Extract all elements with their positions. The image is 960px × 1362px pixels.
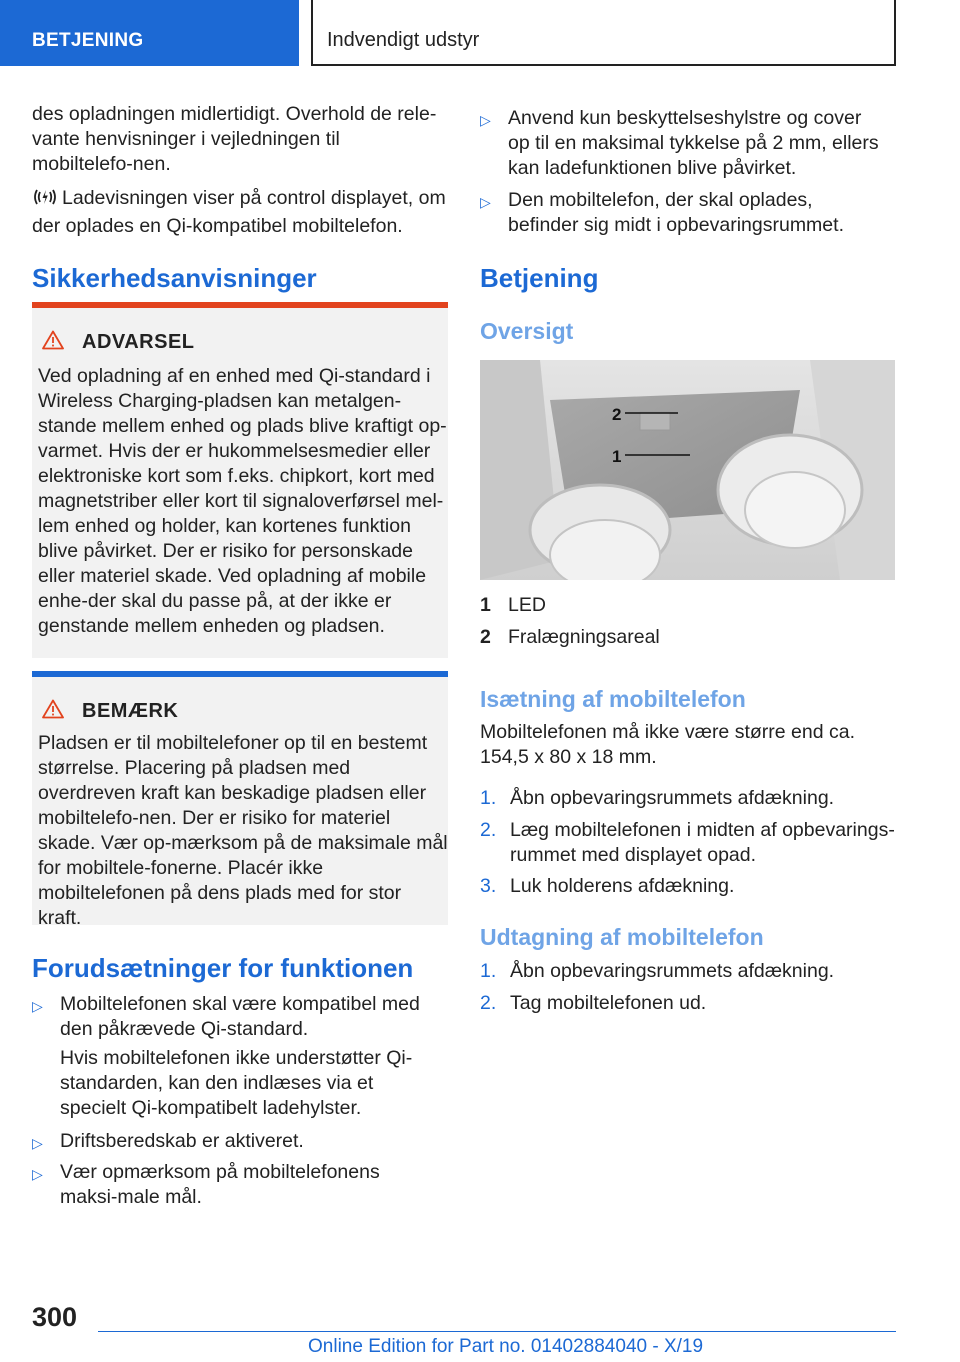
requirement-item: ▷ Anvend kun beskyttelseshylstre og cover op til en maksimal tykkelse på 2 mm, ellers kan ladefunktionen blive påvirket. — [480, 107, 879, 179]
header-chapter-box — [311, 0, 896, 66]
safety-heading: Sikkerhedsanvisninger — [32, 263, 317, 293]
prerequisites-heading: Forudsætninger for funktionen — [32, 953, 414, 983]
header-section-label: BETJENING — [32, 30, 144, 51]
charging-note — [32, 186, 446, 239]
header-chapter-label: Indvendigt udstyr — [327, 29, 480, 51]
legend-item: 1 LED — [480, 594, 546, 616]
footer-rule — [98, 1331, 896, 1332]
storage-compartment-photo — [480, 360, 895, 580]
intro-paragraph: des opladningen midlertidigt. Overhold de rele-vante henvisninger i vejledningen til mobiltelefo-nen. — [32, 103, 437, 175]
prereq-subtext: Hvis mobiltelefonen ikke understøtter Qi-standarden, kan den indlæses via et specielt Qi-kompatibelt ladehylster. — [60, 1047, 413, 1119]
notice-text: Pladsen er til mobiltelefoner op til en bestemt størrelse. Placering på pladsen med overdreven kraft kan beskadige pladsen eller mobiltelefo-nen. Der er risiko for materiel skade. Vær op-mærksom på de maksimale mål for mobiltele-fonerne. Placér ikke mobiltelefonen på dens plads med for stor kraft. — [38, 732, 448, 929]
operation-heading: Betjening — [480, 263, 599, 293]
notice-header — [42, 699, 178, 724]
warning-header — [42, 330, 195, 355]
warning-title: ADVARSEL — [82, 331, 195, 353]
warning-text: Ved opladning af en enhed med Qi-standard i Wireless Charging-pladsen kan metalgen-stande mellem enhed og plads blive kraftigt op-varmet. Hvis der er hukommelsesmedier eller elektroniske kort som f.eks. chipkort, kort med magnetstriber eller kort til signaloverførsel mel-lem enhed og holder, kan kortenes funktion blive påvirket. Der er risiko for personskade eller materiel skade. Ved opladning af mobile enhe-der skal du passe på, at der ikke er genstande mellem enheden og pladsen. — [38, 365, 447, 637]
page-number: 300 — [32, 1302, 78, 1332]
insert-step: 1. Åbn opbevaringsrummets afdækning. — [480, 787, 835, 809]
requirement-item: ▷ Den mobiltelefon, der skal oplades, befinder sig midt i opbevaringsrummet. — [480, 189, 844, 236]
callout-2: 2 — [612, 405, 622, 424]
insert-step: 2. Læg mobiltelefonen i midten af opbevarings-rummet med displayet opad. — [480, 819, 895, 866]
notice-box — [32, 671, 448, 929]
prereq-item: ▷ Mobiltelefonen skal være kompatibel med den påkrævede Qi-standard. — [32, 993, 420, 1040]
triangle-bullet-icon: ▷ — [480, 112, 491, 128]
warning-triangle-icon — [42, 330, 64, 355]
insert-heading: Isætning af mobiltelefon — [480, 686, 746, 712]
notice-title: BEMÆRK — [82, 700, 179, 722]
callout-1: 1 — [612, 447, 622, 466]
insert-text: Mobiltelefonen må ikke være større end ca. 154,5 x 80 x 18 mm. — [480, 721, 855, 768]
notice-bar — [32, 671, 448, 677]
legend-item: 2 Fralægningsareal — [480, 626, 660, 648]
overview-heading: Oversigt — [480, 318, 574, 344]
wireless-charging-icon — [32, 187, 62, 214]
prereq-item: ▷ Vær opmærksom på mobiltelefonens maksi-male mål. — [32, 1161, 380, 1208]
insert-step: 3. Luk holderens afdækning. — [480, 875, 735, 897]
triangle-bullet-icon: ▷ — [32, 998, 43, 1014]
remove-step: 1. Åbn opbevaringsrummets afdækning. — [480, 960, 835, 982]
footer-edition: Online Edition for Part no. 01402884040 - X/19 — [308, 1336, 704, 1357]
warning-bar — [32, 302, 448, 308]
triangle-bullet-icon: ▷ — [32, 1135, 43, 1151]
header-section-tab — [0, 0, 299, 66]
triangle-bullet-icon: ▷ — [32, 1166, 43, 1182]
notice-triangle-icon — [42, 699, 64, 724]
triangle-bullet-icon: ▷ — [480, 194, 491, 210]
charging-note-text: Ladevisningen viser på control displayet, om der oplades en Qi-kompatibel mobiltelefon. — [32, 187, 446, 237]
remove-heading: Udtagning af mobiltelefon — [480, 924, 764, 950]
prereq-item: ▷ Driftsberedskab er aktiveret. — [32, 1129, 440, 1156]
warning-box — [32, 302, 448, 658]
remove-step: 2. Tag mobiltelefonen ud. — [480, 992, 707, 1014]
